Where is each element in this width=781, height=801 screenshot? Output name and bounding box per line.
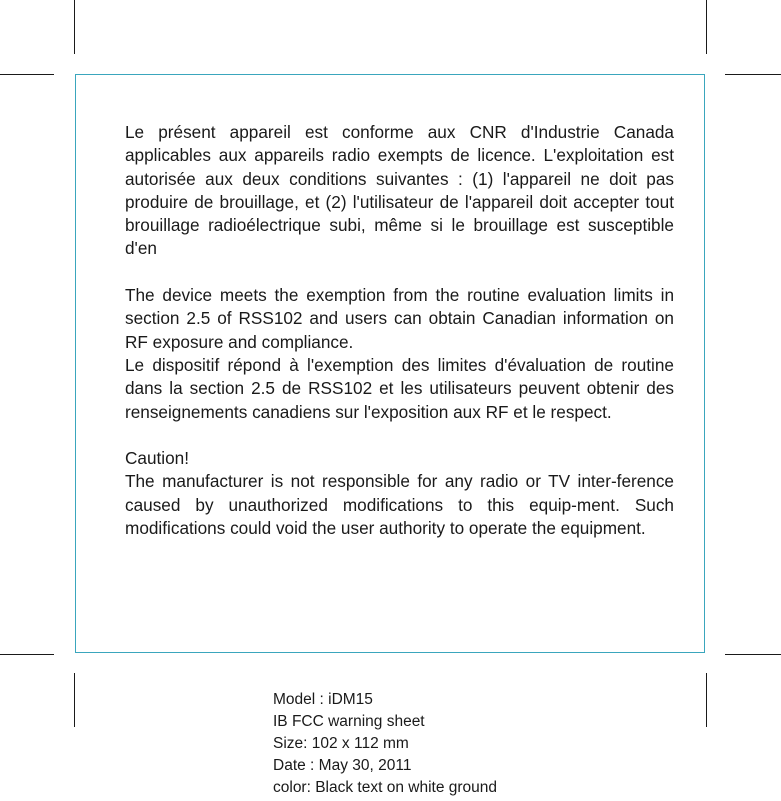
- color-line: color: Black text on white ground: [273, 779, 498, 796]
- crop-mark-bottom-right: [706, 673, 707, 727]
- crop-mark-left-top: [0, 74, 54, 75]
- rf-exposure-french: Le dispositif répond à l'exemption des limites d'évaluation de routine dans la section 2.5 de RSS102 et les utilisateurs peuvent obtenir des renseignements canadiens sur l'exposition aux RF et le respect.: [125, 354, 674, 422]
- date-line: Date : May 30, 2011: [273, 757, 412, 774]
- size-line: Size: 102 x 112 mm: [273, 735, 409, 752]
- paragraph-gap: [125, 424, 674, 447]
- crop-mark-top-right: [706, 0, 707, 54]
- caution-text: The manufacturer is not responsible for any radio or TV inter-ference caused by unauthorized modifications to this equip-ment. Such modifications could void the user authority to operate the equipment.: [125, 471, 674, 539]
- crop-mark-right-bottom: [725, 654, 781, 655]
- rf-exposure-english: The device meets the exemption from the routine evaluation limits in section 2.5 of RSS102 and users can obtain Canadian information on RF exposure and compliance.: [125, 285, 674, 352]
- sheet-content: [125, 121, 674, 540]
- crop-mark-top-left: [74, 0, 75, 54]
- caution-heading: Caution!: [125, 448, 190, 469]
- crop-mark-right-top: [725, 74, 781, 75]
- french-notice: Le présent appareil est conforme aux CNR d'Industrie Canada applicables aux appareils radio exempts de licence. L'exploitation est autorisée aux deux conditions suivantes : (1) l'appareil ne doit pas produire de brouillage, et (2) l'utilisateur de l'appareil doit accepter tout brouillage radioélectrique subi, même si le brouillage est susceptible d'en: [125, 122, 674, 259]
- sheet-info-block: [273, 689, 497, 799]
- paragraph-gap: [125, 261, 674, 284]
- sheet-name-line: IB FCC warning sheet: [273, 713, 425, 730]
- model-line: Model : iDM15: [273, 691, 373, 708]
- warning-sheet: [75, 74, 705, 653]
- crop-mark-left-bottom: [0, 654, 54, 655]
- crop-mark-bottom-left: [74, 673, 75, 727]
